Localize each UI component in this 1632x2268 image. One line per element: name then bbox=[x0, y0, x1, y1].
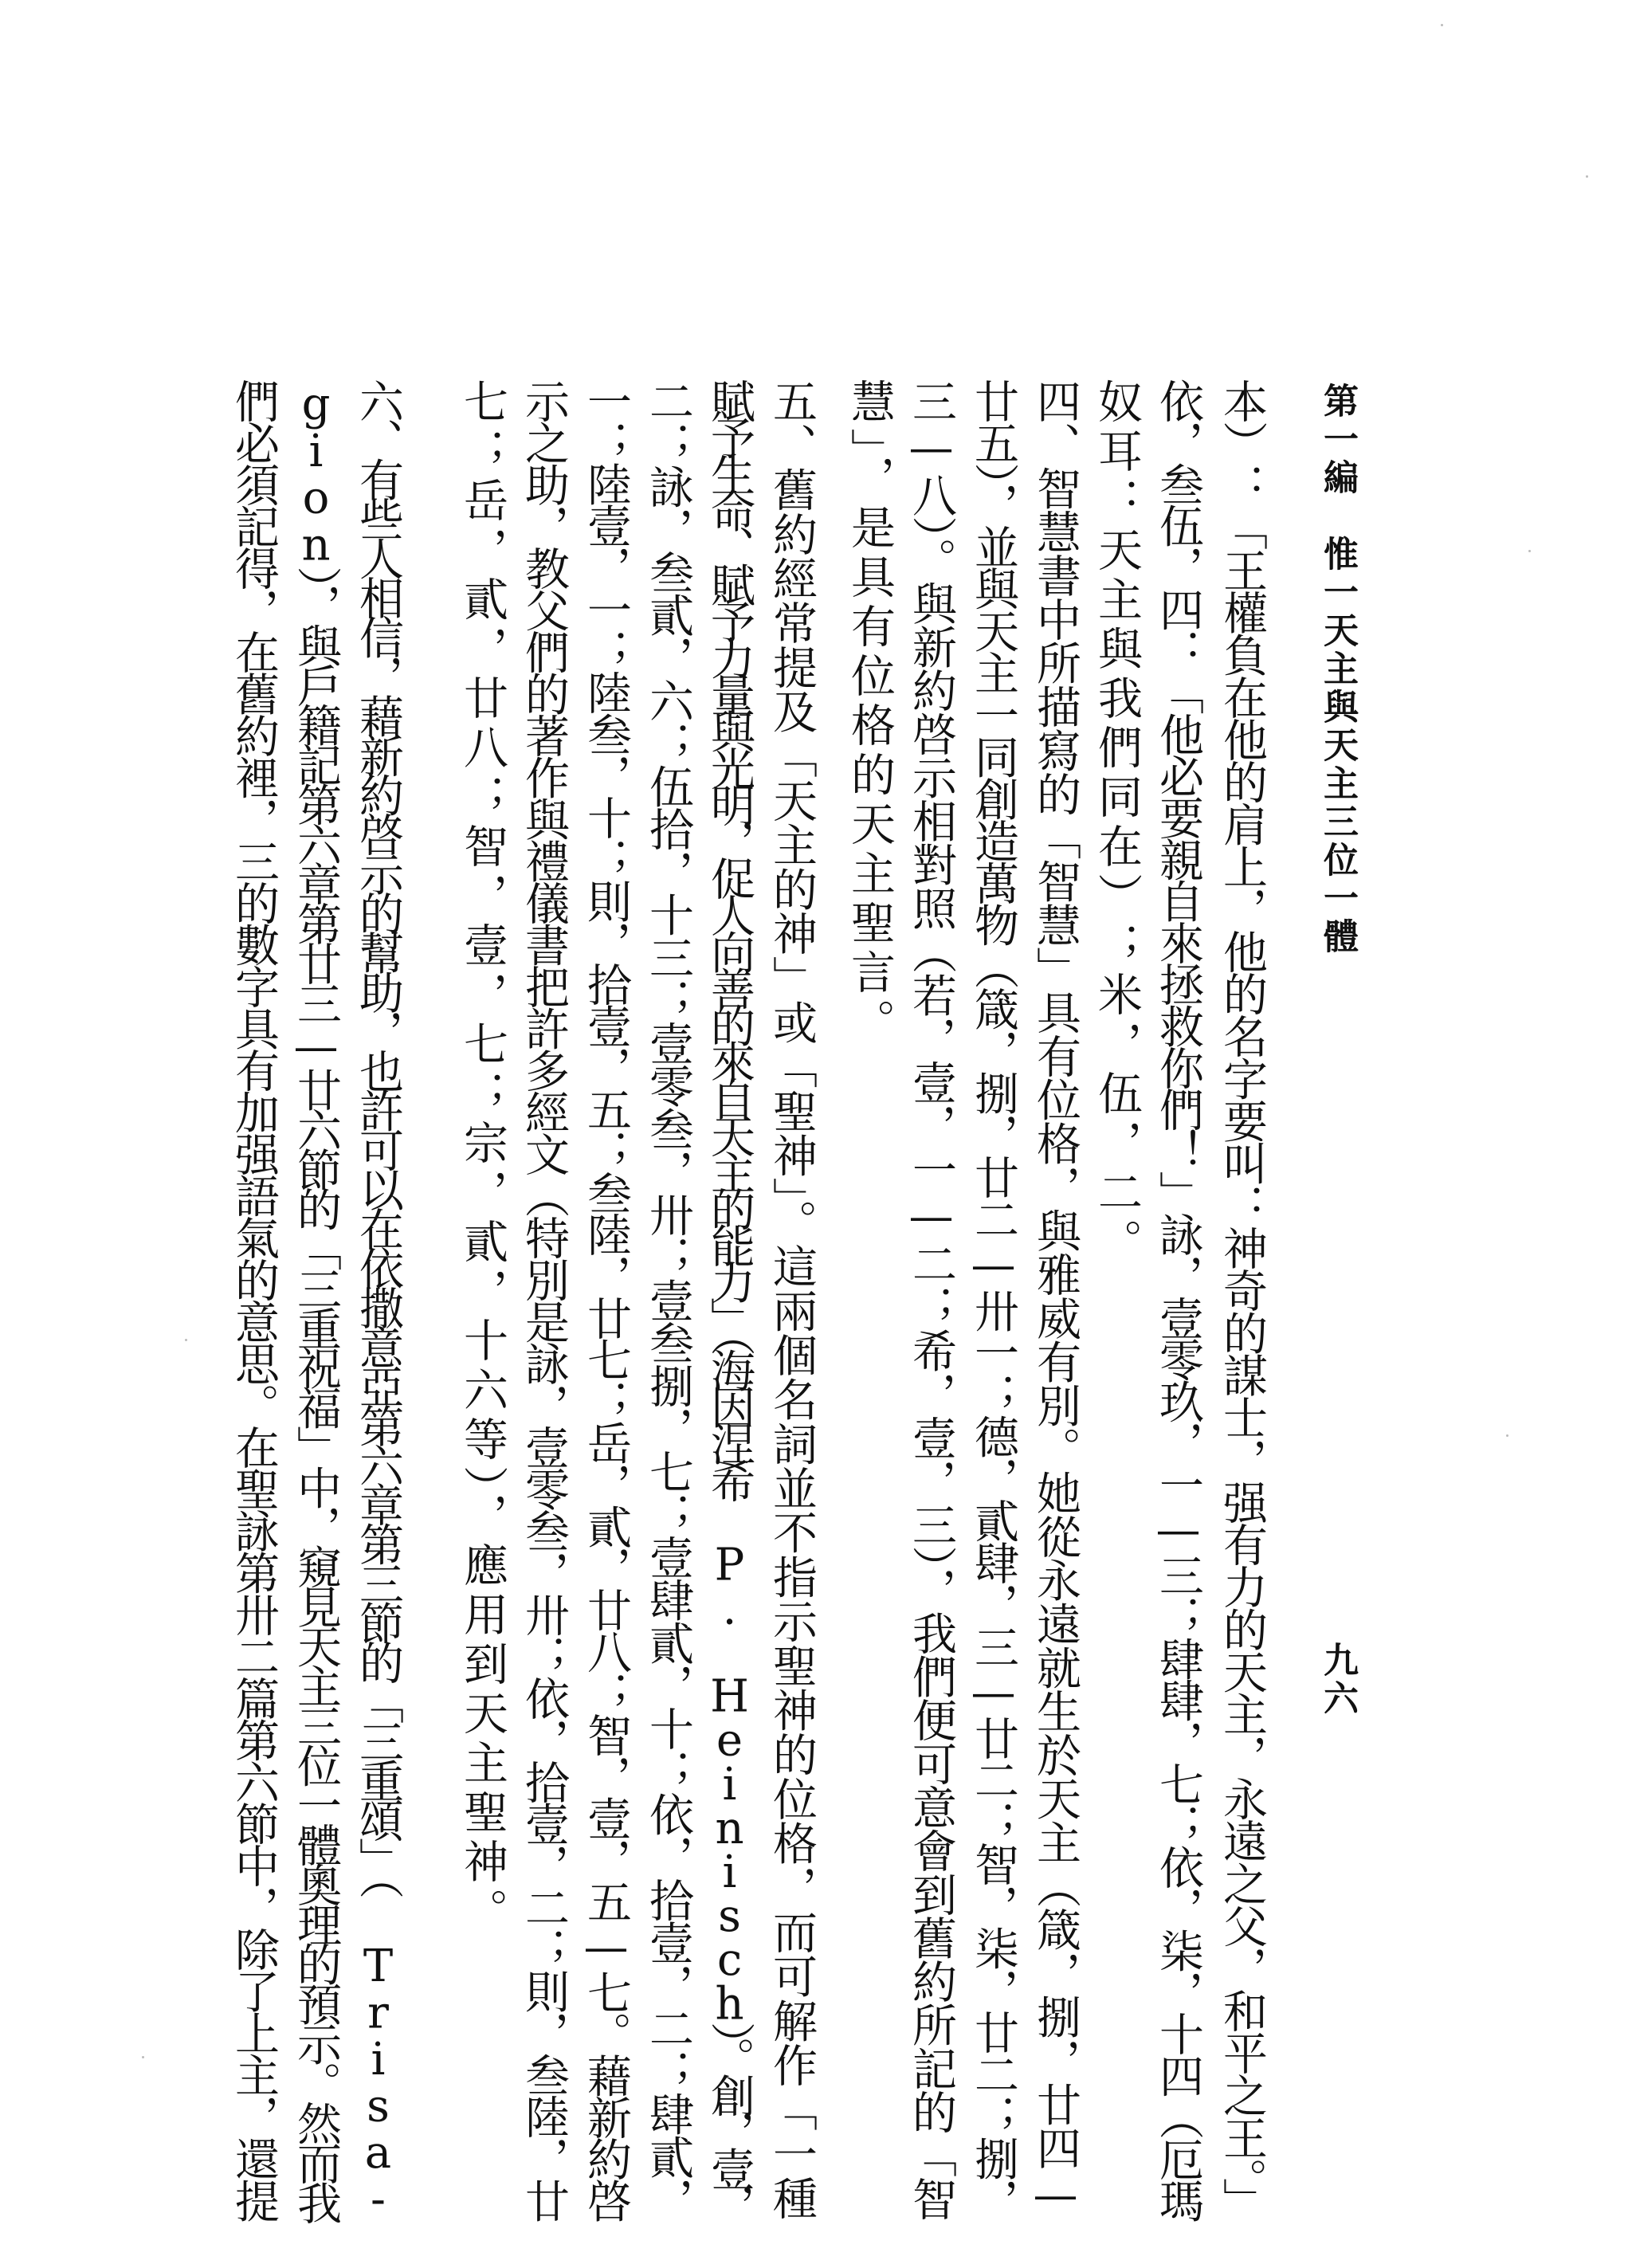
scan-speck bbox=[142, 2056, 144, 2058]
text-line-3: 奴耳：天主與我們同在）；米，伍，二。 bbox=[1091, 379, 1143, 1268]
text-line-5: 廿五），並與天主一同創造萬物（箴，捌，廿二—卅一；德，貳肆，三—廿二；智，柒，廿二；捌， bbox=[967, 379, 1019, 2220]
text-line-10: 二；詠，叁貳，六；伍拾，十三；壹零叁，卅；壹叁捌，七；壹肆貳，十；依，拾壹，二；肆貳， bbox=[642, 379, 694, 2220]
text-line-7: 慧」，是具有位格的天主聖言。 bbox=[844, 379, 896, 1048]
text-line-1: 本）：「王權負在他的肩上，他的名字要叫：神奇的謀士，强有力的天主，永遠之父，和平之王。」 bbox=[1216, 379, 1268, 2221]
text-line-16: 們必須記得，在舊約裡，三的數字具有加强語氣的意思。在聖詠第卅二篇第六節中，除了上主，還提 bbox=[228, 379, 280, 2221]
running-title: 第一編 惟一天主與天主三位一體 bbox=[1317, 383, 1358, 956]
scan-speck bbox=[1441, 24, 1443, 26]
text-line-15: gion），與戶籍記第六章第廿三—廿六節的「三重祝福」中，窺見天主三位一體奧理的預示。然而我 bbox=[290, 379, 342, 2221]
text-line-4: 四、智慧書中所描寫的「智慧」具有位格，與雅威有別。她從永遠就生於天主（箴，捌，廿四— bbox=[1030, 379, 1081, 2220]
scan-speck bbox=[185, 1339, 187, 1341]
text-line-8: 五、舊約經常提及「天主的神」或「聖神」。這兩個名詞並不指示聖神的位格，而可解作「一種 bbox=[766, 379, 818, 2221]
text-line-14: 六、有些人相信，藉新約啓示的幫助，也許可以在依撒意亞第六章第三節的「三重頌」（ Trisa- bbox=[352, 379, 404, 2221]
text-line-11: 一；陸壹，一；陸叁，十；則，拾壹，五；叁陸，廿七；岳，貳，廿八；智，壹，五—七。藉新約啓 bbox=[580, 379, 632, 2221]
scan-speck bbox=[1506, 1434, 1508, 1437]
scan-speck bbox=[1528, 550, 1531, 552]
text-line-2: 依，叁伍，四：「他必要親自來拯救你們！」詠，壹零玖，一—三；肆肆，七；依，柒，十四（厄瑪 bbox=[1152, 379, 1204, 2221]
text-line-9: 賦予生命、賦予力量與光明，促人向善的來自天主的能力」（海因涅希 P. Heinisch）。創，壹， bbox=[704, 379, 755, 2221]
text-line-13: 七；岳，貳，廿八；智，壹，七；宗，貳，十六等），應用到天主聖神。 bbox=[457, 379, 508, 1937]
text-line-6: 三—八）。與新約啓示相對照（若，壹，一—二；希，壹，三），我們便可意會到舊約所記的「智 bbox=[905, 379, 957, 2221]
page-number: 九六 bbox=[1317, 1642, 1358, 1718]
scan-speck bbox=[1586, 175, 1588, 178]
text-line-12: 示之助，教父們的著作與禮儀書把許多經文（特別是詠，壹零叁，卅；依，拾壹，二；則，叁陸，廿 bbox=[518, 379, 570, 2221]
